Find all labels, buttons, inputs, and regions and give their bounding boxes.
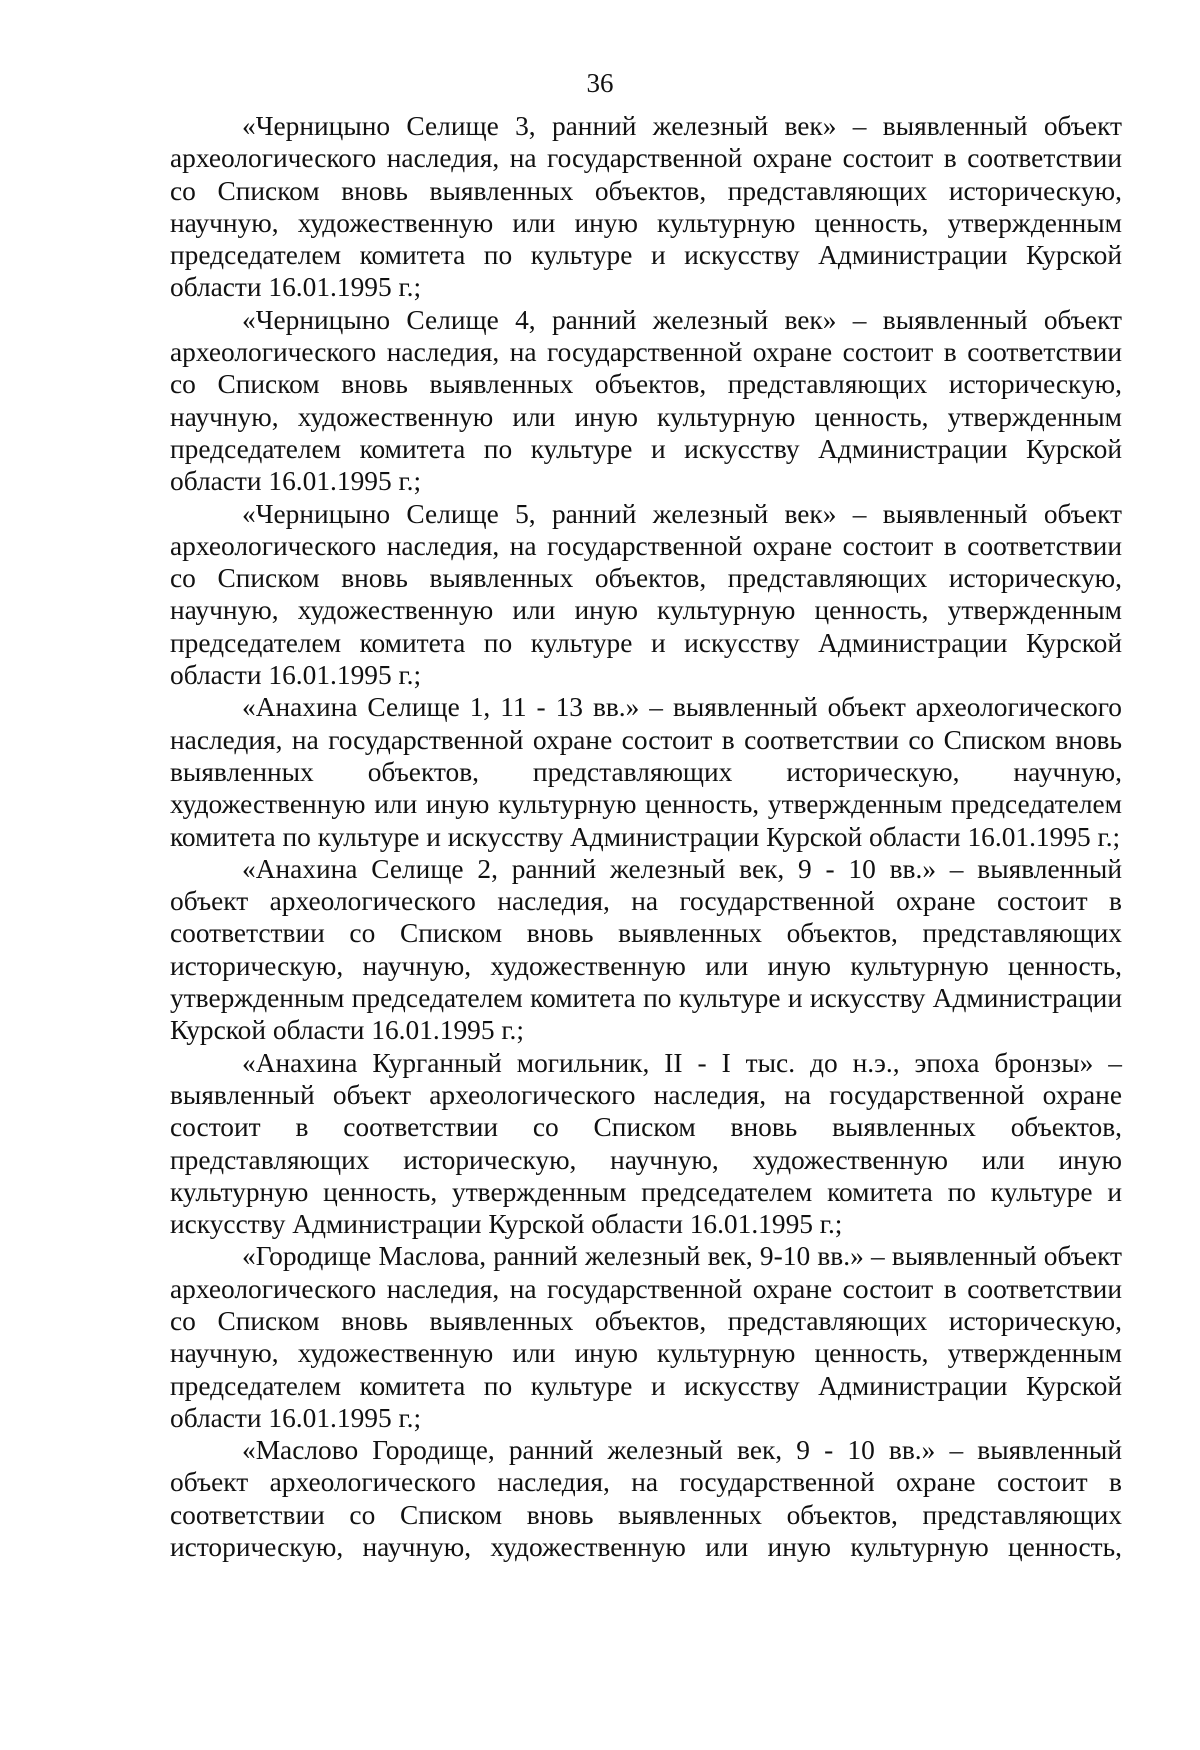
page-number: 36: [586, 68, 614, 98]
document-body: [170, 110, 1122, 1563]
list-item: «Черницыно Селище 5, ранний железный век» – выявленный объект археологического наследия, на государственной охране состоит в соответствии со Списком вновь выявленных объектов, представляющих историческую, научную, художественную или иную культурную ценность, утвержденным председателем комитета по культуре и искусству Администрации Курской области 16.01.1995 г.;: [170, 498, 1122, 691]
list-item: «Городище Маслова, ранний железный век, 9-10 вв.» – выявленный объект археологического наследия, на государственной охране состоит в соответствии со Списком вновь выявленных объектов, представляющих историческую, научную, художественную или иную культурную ценность, утвержденным председателем комитета по культуре и искусству Администрации Курской области 16.01.1995 г.;: [170, 1241, 1122, 1433]
list-item: «Черницыно Селище 4, ранний железный век» – выявленный объект археологического наследия, на государственной охране состоит в соответствии со Списком вновь выявленных объектов, представляющих историческую, научную, художественную или иную культурную ценность, утвержденным председателем комитета по культуре и искусству Администрации Курской области 16.01.1995 г.;: [170, 304, 1122, 497]
list-item: «Черницыно Селище 3, ранний железный век» – выявленный объект археологического наследия, на государственной охране состоит в соответствии со Списком вновь выявленных объектов, представляющих историческую, научную, художественную или иную культурную ценность, утвержденным председателем комитета по культуре и искусству Администрации Курской области 16.01.1995 г.;: [170, 111, 1122, 303]
list-item: «Анахина Селище 2, ранний железный век, 9 - 10 вв.» – выявленный объект археологического наследия, на государственной охране состоит в соответствии со Списком вновь выявленных объектов, представляющих историческую, научную, художественную или иную культурную ценность, утвержденным председателем комитета по культуре и искусству Администрации Курской области 16.01.1995 г.;: [170, 853, 1122, 1046]
list-item: «Анахина Курганный могильник, II - I тыс. до н.э., эпоха бронзы» – выявленный объект археологического наследия, на государственной охране состоит в соответствии со Списком вновь выявленных объектов, представляющих историческую, научную, художественную или иную культурную ценность, утвержденным председателем комитета по культуре и искусству Администрации Курской области 16.01.1995 г.;: [170, 1047, 1122, 1240]
list-item: «Маслово Городище, ранний железный век, 9 - 10 вв.» – выявленный объект археологического наследия, на государственной охране состоит в соответствии со Списком вновь выявленных объектов, представляющих историческую, научную, художественную или иную культурную ценность,: [170, 1435, 1122, 1563]
list-item: «Анахина Селище 1, 11 - 13 вв.» – выявленный объект археологического наследия, на государственной охране состоит в соответствии со Списком вновь выявленных объектов, представляющих историческую, научную, художественную или иную культурную ценность, утвержденным председателем комитета по культуре и искусству Администрации Курской области 16.01.1995 г.;: [170, 692, 1122, 852]
